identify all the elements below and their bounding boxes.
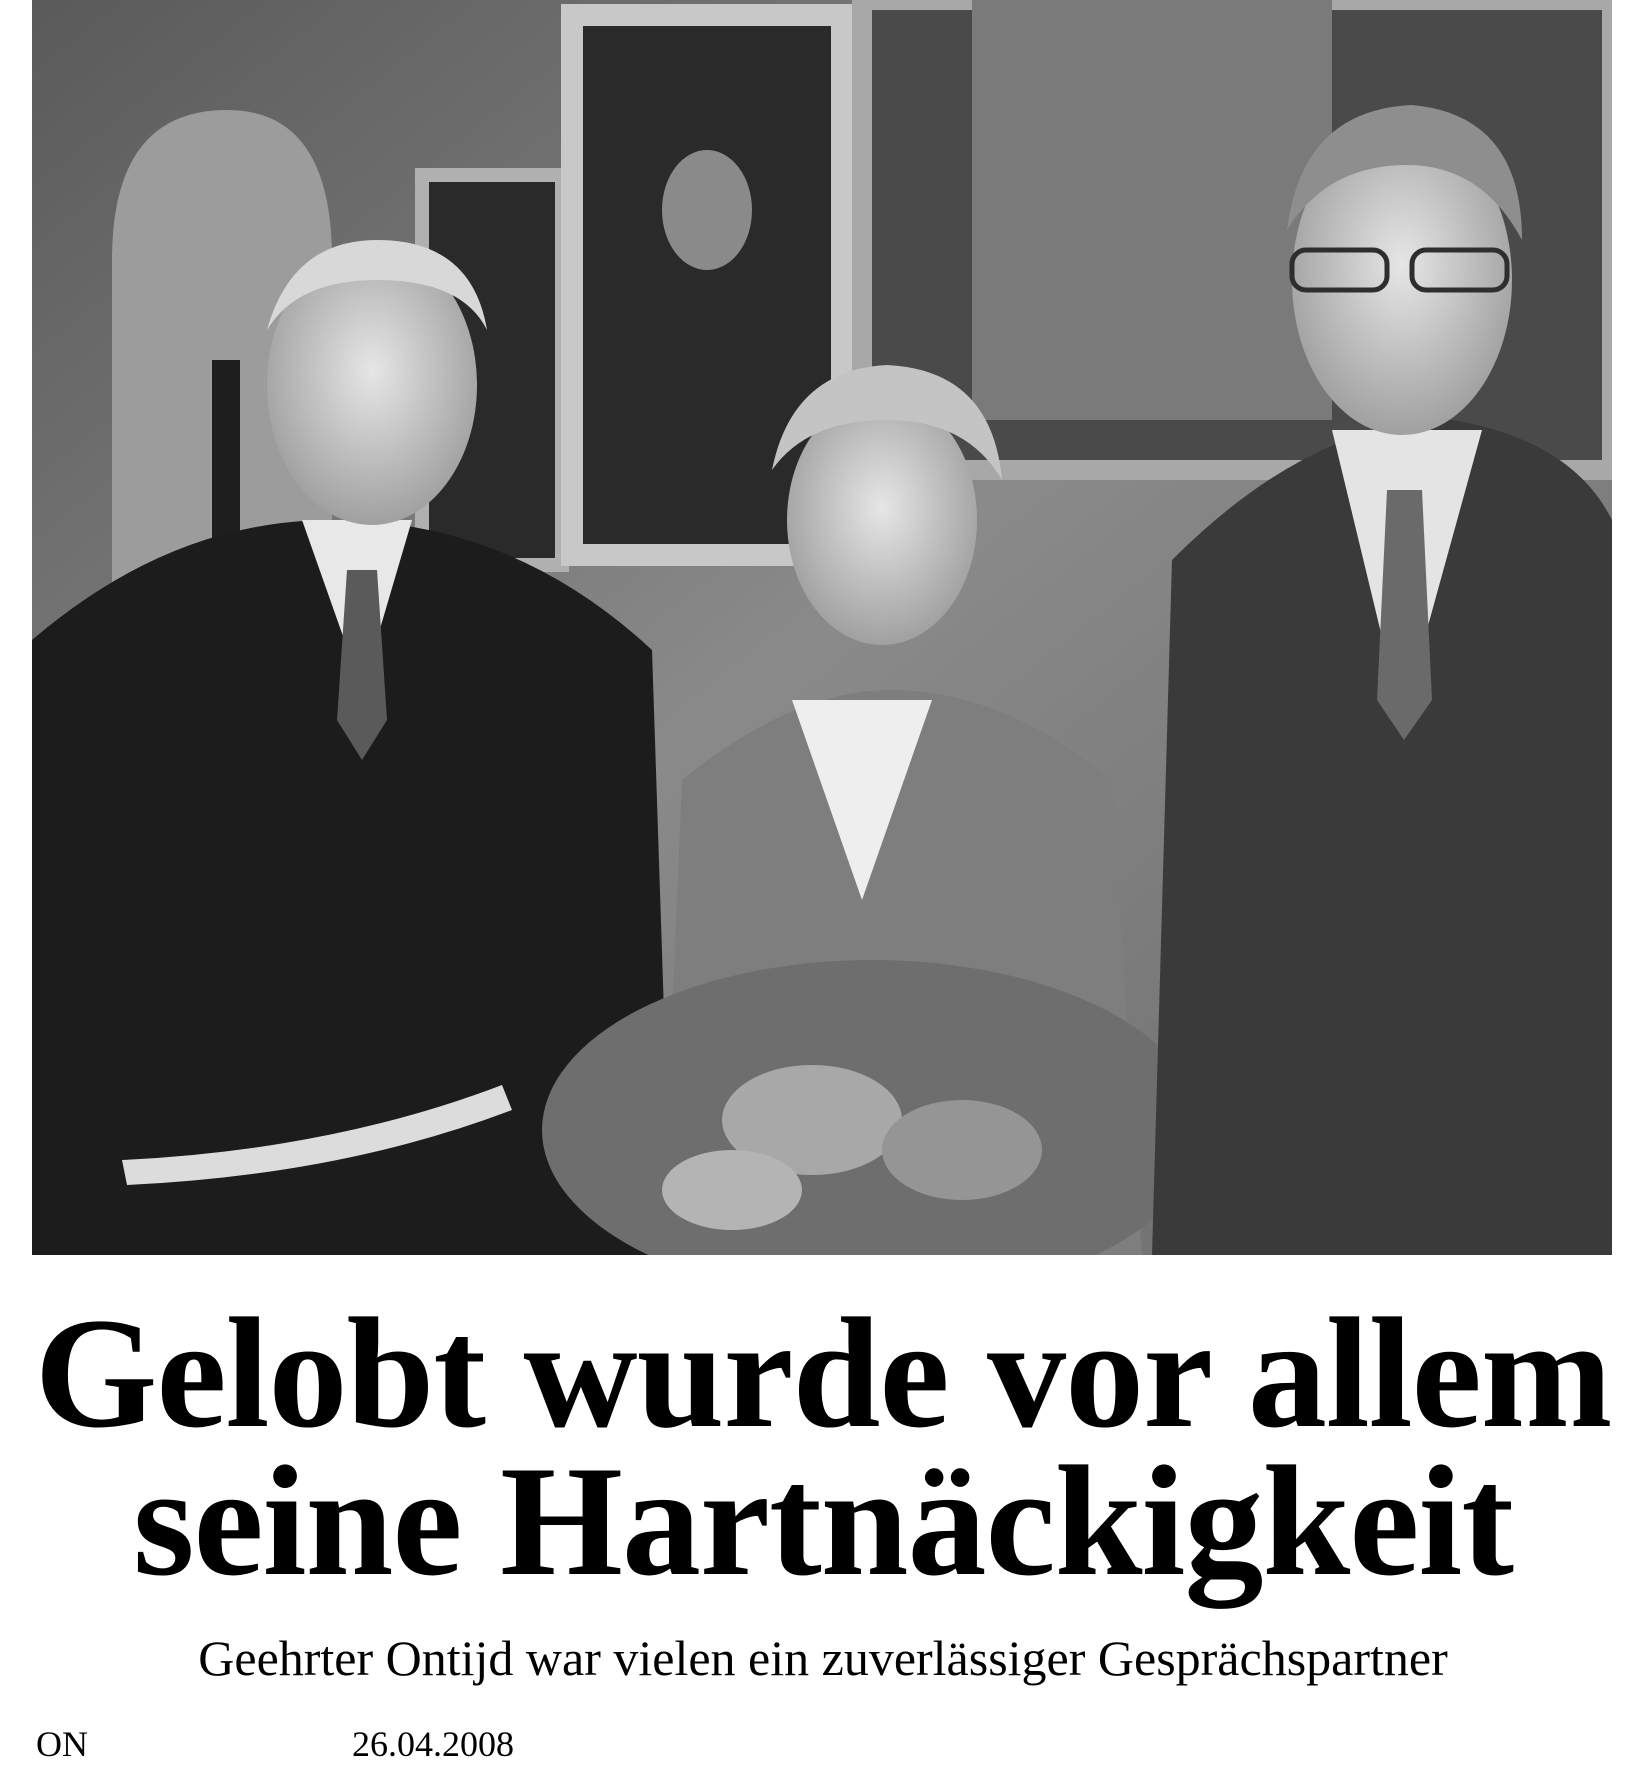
photo-image-icon: [32, 0, 1612, 1255]
headline: [0, 1286, 1646, 1609]
publication-date: 26.04.2008: [352, 1724, 514, 1764]
headline-line-1: Gelobt wurde vor allem: [34, 1286, 1612, 1461]
subheadline: Geehrter Ontijd war vielen ein zuverlässiger Gesprächspartner: [198, 1630, 1448, 1686]
source-line: [36, 1722, 514, 1766]
source-label: ON: [36, 1724, 88, 1764]
press-photo: [32, 0, 1612, 1255]
headline-line-2: seine Hartnäckigkeit: [133, 1434, 1513, 1609]
